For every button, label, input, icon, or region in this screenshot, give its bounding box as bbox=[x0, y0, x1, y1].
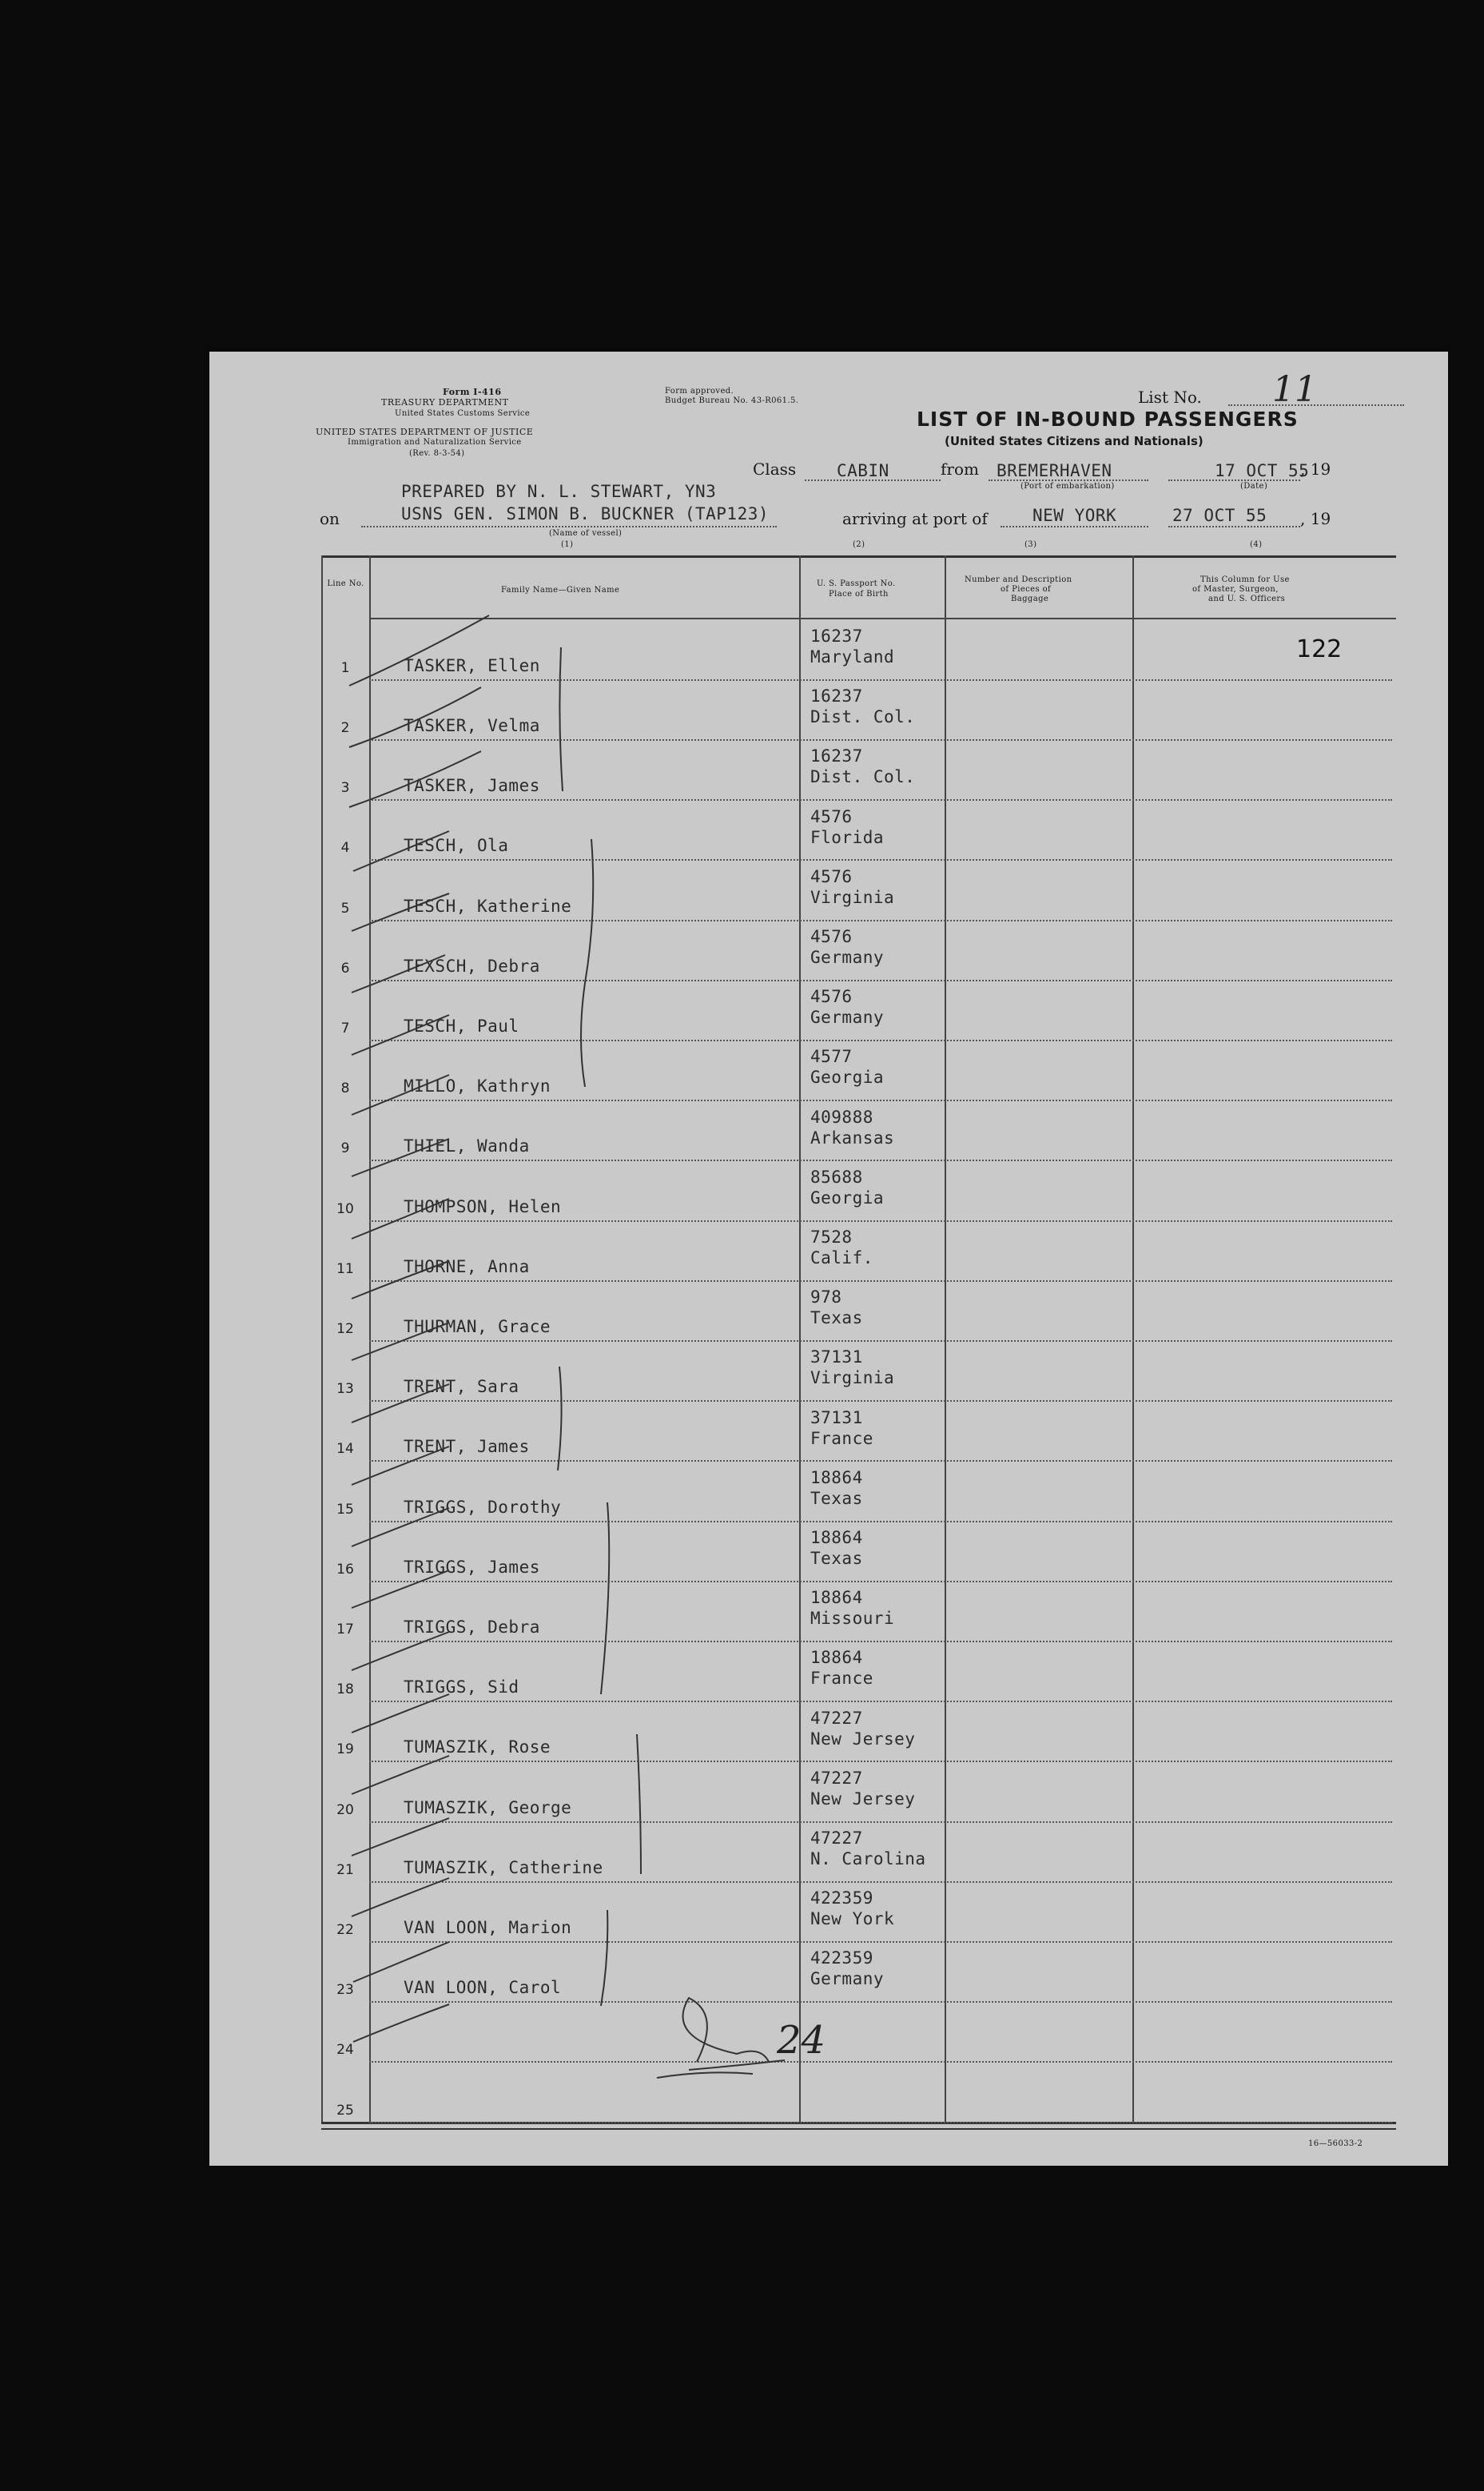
passenger-name: TUMASZIK, George bbox=[404, 1797, 572, 1817]
passport-number: 18864 bbox=[810, 1588, 863, 1608]
passport-number: 85688 bbox=[810, 1167, 863, 1187]
place-of-birth: New Jersey bbox=[810, 1729, 916, 1749]
line-number: 16 bbox=[336, 1561, 354, 1578]
prepared-by: PREPARED BY N. L. STEWART, YN3 bbox=[401, 482, 717, 501]
place-of-birth: Texas bbox=[810, 1308, 863, 1328]
line-number: 18 bbox=[336, 1681, 354, 1698]
from-label: from bbox=[941, 460, 979, 479]
line-number: 14 bbox=[336, 1441, 354, 1458]
passport-number: 16237 bbox=[810, 686, 863, 706]
header-name: Family Name—Given Name bbox=[501, 586, 620, 595]
line-number: 12 bbox=[336, 1320, 354, 1337]
signature-number: 24 bbox=[777, 2018, 826, 2063]
revision-date: (Rev. 8-3-54) bbox=[409, 449, 465, 458]
header-officers-1: This Column for Use bbox=[1200, 575, 1290, 584]
header-line-no: Line No. bbox=[327, 579, 364, 588]
header-officers-2: of Master, Surgeon, bbox=[1192, 585, 1279, 594]
year-suffix-1: , 19 bbox=[1300, 460, 1331, 479]
line-number: 10 bbox=[336, 1200, 354, 1217]
passenger-name: TASKER, Velma bbox=[404, 715, 540, 735]
passenger-name: THORNE, Anna bbox=[404, 1256, 530, 1276]
place-of-birth: Germany bbox=[810, 1969, 885, 1989]
list-no-label: List No. bbox=[1138, 388, 1202, 407]
passport-number: 16237 bbox=[810, 627, 863, 646]
passenger-name: TUMASZIK, Rose bbox=[404, 1737, 551, 1757]
form-subtitle: (United States Citizens and Nationals) bbox=[945, 434, 1204, 448]
header-passport: U. S. Passport No. bbox=[817, 579, 896, 588]
form-title: LIST OF IN-BOUND PASSENGERS bbox=[917, 408, 1299, 431]
col-num-1: (1) bbox=[561, 540, 574, 549]
passport-number: 422359 bbox=[810, 1948, 873, 1968]
passport-number: 4576 bbox=[810, 927, 853, 946]
form-approved: Form approved. bbox=[665, 387, 734, 396]
passport-number: 4576 bbox=[810, 866, 853, 886]
line-number: 17 bbox=[336, 1621, 354, 1637]
passport-number: 18864 bbox=[810, 1648, 863, 1668]
passport-number: 37131 bbox=[810, 1407, 863, 1427]
place-of-birth: Dist. Col. bbox=[810, 767, 916, 787]
place-of-birth: France bbox=[810, 1669, 873, 1689]
class-label: Class bbox=[753, 460, 797, 479]
passenger-name: TRIGGS, Dorothy bbox=[404, 1497, 562, 1517]
passport-number: 18864 bbox=[810, 1528, 863, 1547]
passenger-name: THIEL, Wanda bbox=[404, 1136, 530, 1156]
line-number: 15 bbox=[336, 1501, 354, 1518]
line-number: 6 bbox=[340, 960, 350, 977]
justice-department: UNITED STATES DEPARTMENT OF JUSTICE bbox=[316, 427, 534, 437]
place-of-birth: Georgia bbox=[810, 1188, 885, 1208]
line-number: 8 bbox=[340, 1080, 350, 1097]
handwritten-marks bbox=[209, 352, 1448, 2166]
line-number: 24 bbox=[336, 2042, 354, 2059]
budget-bureau: Budget Bureau No. 43-R061.5. bbox=[665, 396, 799, 405]
header-officers-3: and U. S. Officers bbox=[1208, 595, 1286, 603]
header-baggage-3: Baggage bbox=[1011, 595, 1049, 603]
customs-service: United States Customs Service bbox=[395, 409, 531, 418]
passenger-name: MILLO, Kathryn bbox=[404, 1076, 551, 1096]
passport-number: 16237 bbox=[810, 746, 863, 766]
passenger-name: VAN LOON, Marion bbox=[404, 1917, 572, 1937]
place-of-birth: Virginia bbox=[810, 887, 895, 907]
place-of-birth: Dist. Col. bbox=[810, 707, 916, 727]
line-number: 5 bbox=[340, 900, 350, 917]
passenger-name: TUMASZIK, Catherine bbox=[404, 1857, 603, 1877]
line-number: 1 bbox=[340, 659, 350, 676]
passenger-name: TEXSCH, Debra bbox=[404, 956, 540, 976]
col-num-3: (3) bbox=[1024, 540, 1037, 549]
arrival-port: NEW YORK bbox=[1032, 506, 1117, 525]
vessel-name: USNS GEN. SIMON B. BUCKNER (TAP123) bbox=[401, 504, 770, 523]
year-suffix-2: , 19 bbox=[1300, 509, 1331, 528]
officer-note: 122 bbox=[1296, 635, 1343, 663]
place-of-birth: Missouri bbox=[810, 1609, 895, 1629]
place-of-birth: Florida bbox=[810, 827, 885, 847]
place-of-birth: France bbox=[810, 1428, 873, 1448]
col-num-4: (4) bbox=[1250, 540, 1263, 549]
passenger-name: TRENT, Sara bbox=[404, 1377, 519, 1397]
line-number: 13 bbox=[336, 1381, 354, 1398]
passport-number: 37131 bbox=[810, 1347, 863, 1367]
line-number: 19 bbox=[336, 1741, 354, 1758]
embark-date: 17 OCT 55 bbox=[1215, 461, 1310, 480]
place-of-birth: Texas bbox=[810, 1549, 863, 1568]
place-of-birth: New Jersey bbox=[810, 1789, 916, 1809]
place-of-birth: Virginia bbox=[810, 1368, 895, 1388]
on-label: on bbox=[320, 509, 340, 528]
passport-number: 4576 bbox=[810, 987, 853, 1007]
arrival-date: 27 OCT 55 bbox=[1172, 506, 1267, 525]
line-number: 23 bbox=[336, 1982, 354, 1999]
passport-number: 18864 bbox=[810, 1467, 863, 1487]
passport-number: 978 bbox=[810, 1287, 842, 1307]
passenger-name: TRIGGS, James bbox=[404, 1557, 540, 1577]
line-number: 25 bbox=[336, 2102, 354, 2119]
passport-number: 4577 bbox=[810, 1047, 853, 1067]
passenger-name: THURMAN, Grace bbox=[404, 1316, 551, 1336]
col-num-2: (2) bbox=[853, 540, 865, 549]
line-number: 4 bbox=[340, 840, 350, 857]
line-number: 3 bbox=[340, 780, 350, 797]
footer-code: 16—56033-2 bbox=[1308, 2139, 1363, 2148]
treasury-department: TREASURY DEPARTMENT bbox=[381, 397, 509, 408]
place-of-birth: Arkansas bbox=[810, 1128, 895, 1148]
vessel-caption: (Name of vessel) bbox=[549, 529, 623, 538]
date-caption: (Date) bbox=[1240, 482, 1268, 491]
passenger-name: THOMPSON, Helen bbox=[404, 1196, 562, 1216]
embark-port: BREMERHAVEN bbox=[997, 461, 1112, 480]
arriving-label: arriving at port of bbox=[842, 509, 988, 528]
passport-number: 4576 bbox=[810, 806, 853, 826]
list-no-handwritten: 11 bbox=[1272, 369, 1317, 410]
passport-number: 47227 bbox=[810, 1828, 863, 1848]
place-of-birth: New York bbox=[810, 1909, 895, 1929]
passenger-name: TESCH, Paul bbox=[404, 1016, 519, 1036]
immigration-service: Immigration and Naturalization Service bbox=[348, 438, 522, 447]
passenger-name: VAN LOON, Carol bbox=[404, 1978, 562, 1998]
passenger-name: TESCH, Ola bbox=[404, 836, 509, 856]
passenger-manifest-page bbox=[209, 352, 1448, 2166]
line-number: 2 bbox=[340, 719, 350, 736]
place-of-birth: N. Carolina bbox=[810, 1849, 926, 1868]
form-number: Form I-416 bbox=[443, 387, 502, 397]
line-number: 20 bbox=[336, 1801, 354, 1818]
header-baggage-1: Number and Description bbox=[965, 575, 1072, 584]
passenger-name: TRIGGS, Debra bbox=[404, 1617, 540, 1637]
passenger-name: TRENT, James bbox=[404, 1437, 530, 1457]
line-number: 22 bbox=[336, 1921, 354, 1938]
passport-number: 409888 bbox=[810, 1107, 873, 1127]
header-baggage-2: of Pieces of bbox=[1001, 585, 1052, 594]
passport-number: 47227 bbox=[810, 1768, 863, 1788]
passport-number: 47227 bbox=[810, 1708, 863, 1728]
place-of-birth: Germany bbox=[810, 1008, 885, 1028]
place-of-birth: Maryland bbox=[810, 647, 895, 667]
passenger-name: TASKER, James bbox=[404, 776, 540, 796]
passenger-name: TASKER, Ellen bbox=[404, 655, 540, 675]
line-number: 21 bbox=[336, 1861, 354, 1878]
passport-number: 422359 bbox=[810, 1888, 873, 1908]
passenger-name: TESCH, Katherine bbox=[404, 896, 572, 916]
passenger-name: TRIGGS, Sid bbox=[404, 1677, 519, 1697]
header-birthplace: Place of Birth bbox=[829, 590, 889, 599]
place-of-birth: Georgia bbox=[810, 1068, 885, 1088]
line-number: 7 bbox=[340, 1020, 350, 1037]
place-of-birth: Calif. bbox=[810, 1248, 873, 1267]
class-value: CABIN bbox=[837, 461, 889, 480]
port-embark-caption: (Port of embarkation) bbox=[1020, 482, 1115, 491]
passport-number: 7528 bbox=[810, 1228, 853, 1247]
line-number: 9 bbox=[340, 1140, 350, 1157]
line-number: 11 bbox=[336, 1260, 354, 1277]
place-of-birth: Texas bbox=[810, 1488, 863, 1508]
place-of-birth: Germany bbox=[810, 948, 885, 967]
